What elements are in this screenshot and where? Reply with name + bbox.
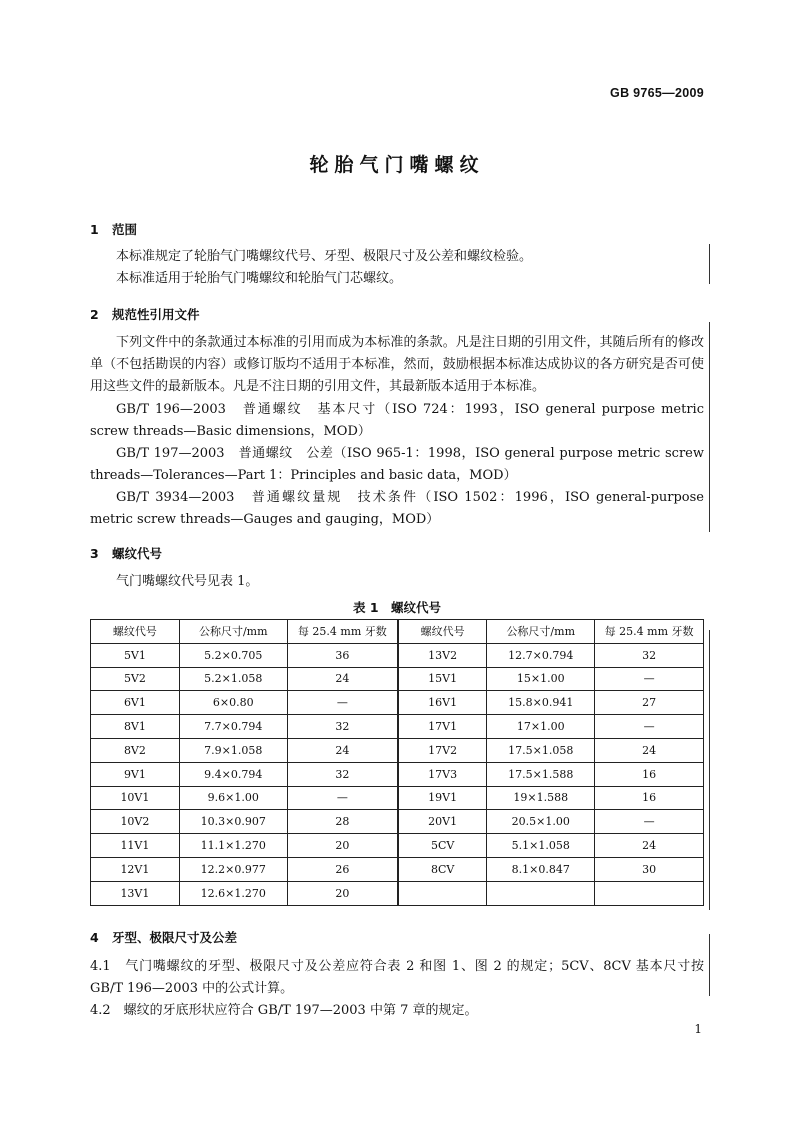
section-number: 2 — [90, 307, 99, 322]
table-cell: 32 — [287, 762, 398, 786]
table-cell: 16V1 — [398, 691, 487, 715]
table-cell: 16 — [595, 762, 704, 786]
reference-item: GB/T 197—2003 普通螺纹 公差（ISO 965-1：1998，ISO general purpose metric screw threads—Tolerances—Part 1：Principles and basic data，MOD） — [90, 446, 704, 483]
table-cell: 9.4×0.794 — [179, 762, 287, 786]
table-cell: 20 — [287, 881, 398, 905]
table-row — [91, 857, 704, 881]
section-title: 规范性引用文件 — [112, 307, 200, 322]
section-title: 范围 — [112, 222, 138, 237]
table-row — [91, 643, 704, 667]
section-number: 3 — [90, 546, 99, 561]
table-cell: 17V3 — [398, 762, 487, 786]
table-row — [91, 738, 704, 762]
table-cell: — — [595, 715, 704, 739]
table-cell: 20 — [287, 834, 398, 858]
revision-bar — [709, 244, 710, 284]
table-cell: 13V1 — [91, 881, 180, 905]
table-cell: 5V1 — [91, 643, 180, 667]
table-cell — [595, 881, 704, 905]
table-cell: 15×1.00 — [487, 667, 595, 691]
table-cell: 24 — [287, 738, 398, 762]
table-cell: 20.5×1.00 — [487, 810, 595, 834]
document-title: 轮胎气门嘴螺纹 — [309, 154, 485, 176]
table-cell: 9.6×1.00 — [179, 786, 287, 810]
column-header: 公称尺寸/mm — [487, 620, 595, 644]
table-cell: 6×0.80 — [179, 691, 287, 715]
table-cell: 5V2 — [91, 667, 180, 691]
table-cell: 17V2 — [398, 738, 487, 762]
paragraph: 本标准规定了轮胎气门嘴螺纹代号、牙型、极限尺寸及公差和螺纹检验。 — [116, 249, 533, 264]
clause-4-1: 4.1 气门嘴螺纹的牙型、极限尺寸及公差应符合表 2 和图 1、图 2 的规定；5CV、8CV 基本尺寸按 GB/T 196—2003 中的公式计算。 — [90, 959, 704, 996]
reference-item: GB/T 196—2003 普通螺纹 基本尺寸（ISO 724：1993，ISO general purpose metric screw threads—Basic dimensions，MOD） — [90, 402, 704, 439]
paragraph: 本标准适用于轮胎气门嘴螺纹和轮胎气门芯螺纹。 — [116, 271, 403, 286]
section-title: 螺纹代号 — [112, 546, 163, 561]
table-cell: 17.5×1.058 — [487, 738, 595, 762]
table-cell: 24 — [287, 667, 398, 691]
standard-code: GB 9765—2009 — [610, 86, 704, 100]
table-cell: 8V1 — [91, 715, 180, 739]
table-cell: 27 — [595, 691, 704, 715]
thread-code-table — [90, 619, 704, 906]
table-cell: — — [287, 691, 398, 715]
table-row — [91, 834, 704, 858]
table-cell: 17V1 — [398, 715, 487, 739]
section-1-heading — [90, 220, 137, 238]
clause-4-2: 4.2 螺纹的牙底形状应符合 GB/T 197—2003 中第 7 章的规定。 — [90, 1003, 478, 1018]
section-4-heading — [90, 928, 237, 946]
table-cell: — — [595, 810, 704, 834]
table-cell: 28 — [287, 810, 398, 834]
table-cell: 32 — [595, 643, 704, 667]
column-header: 每 25.4 mm 牙数 — [287, 620, 398, 644]
table-cell: 6V1 — [91, 691, 180, 715]
section-2-heading — [90, 305, 200, 323]
table-row — [91, 810, 704, 834]
table-cell: 26 — [287, 857, 398, 881]
table-cell: 10V2 — [91, 810, 180, 834]
table-cell — [487, 881, 595, 905]
table-cell: 8CV — [398, 857, 487, 881]
table-cell: — — [287, 786, 398, 810]
section-number: 1 — [90, 222, 99, 237]
table-row — [91, 691, 704, 715]
section-number: 4 — [90, 930, 99, 945]
paragraph: 气门嘴螺纹代号见表 1。 — [116, 574, 259, 589]
table-cell: 11V1 — [91, 834, 180, 858]
table-caption: 表 1 螺纹代号 — [352, 600, 442, 615]
table-row — [91, 786, 704, 810]
table-cell: 24 — [595, 834, 704, 858]
table-cell: 19V1 — [398, 786, 487, 810]
table-cell: — — [595, 667, 704, 691]
column-header: 螺纹代号 — [91, 620, 180, 644]
table-cell: 12.6×1.270 — [179, 881, 287, 905]
table-cell: 24 — [595, 738, 704, 762]
table-row — [91, 881, 704, 905]
table-cell — [398, 881, 487, 905]
section-3-heading — [90, 544, 162, 562]
paragraph: 下列文件中的条款通过本标准的引用而成为本标准的条款。凡是注日期的引用文件，其随后所有的修改单（不包括勘误的内容）或修订版均不适用于本标准，然而，鼓励根据本标准达成协议的各方研究是否可使用这些文件的最新版本。凡是不注日期的引用文件，其最新版本适用于本标准。 — [90, 335, 704, 394]
table-cell: 17×1.00 — [487, 715, 595, 739]
table-cell: 7.9×1.058 — [179, 738, 287, 762]
table-cell: 9V1 — [91, 762, 180, 786]
table-cell: 10V1 — [91, 786, 180, 810]
table-cell: 36 — [287, 643, 398, 667]
section-title: 牙型、极限尺寸及公差 — [112, 930, 238, 945]
table-cell: 12V1 — [91, 857, 180, 881]
table-cell: 16 — [595, 786, 704, 810]
table-cell: 5.2×0.705 — [179, 643, 287, 667]
table-cell: 17.5×1.588 — [487, 762, 595, 786]
revision-bar — [709, 934, 710, 996]
page-number: 1 — [694, 1022, 702, 1036]
table-cell: 8.1×0.847 — [487, 857, 595, 881]
table-cell: 19×1.588 — [487, 786, 595, 810]
table-row — [91, 715, 704, 739]
reference-item: GB/T 3934—2003 普通螺纹量规 技术条件（ISO 1502：1996，ISO general-purpose metric screw threads—Gauges and gauging，MOD） — [90, 490, 704, 527]
table-row — [91, 667, 704, 691]
table-cell: 11.1×1.270 — [179, 834, 287, 858]
table-cell: 7.7×0.794 — [179, 715, 287, 739]
revision-bar — [709, 630, 710, 910]
column-header: 螺纹代号 — [398, 620, 487, 644]
column-header: 公称尺寸/mm — [179, 620, 287, 644]
table-cell: 13V2 — [398, 643, 487, 667]
table-cell: 10.3×0.907 — [179, 810, 287, 834]
table-cell: 15.8×0.941 — [487, 691, 595, 715]
table-cell: 30 — [595, 857, 704, 881]
table-cell: 5CV — [398, 834, 487, 858]
table-cell: 12.2×0.977 — [179, 857, 287, 881]
column-header: 每 25.4 mm 牙数 — [595, 620, 704, 644]
table-cell: 5.1×1.058 — [487, 834, 595, 858]
table-cell: 20V1 — [398, 810, 487, 834]
table-row — [91, 762, 704, 786]
table-header-row — [91, 620, 704, 644]
table-cell: 8V2 — [91, 738, 180, 762]
table-cell: 32 — [287, 715, 398, 739]
table-cell: 5.2×1.058 — [179, 667, 287, 691]
revision-bar — [709, 322, 710, 532]
table-cell: 12.7×0.794 — [487, 643, 595, 667]
table-cell: 15V1 — [398, 667, 487, 691]
